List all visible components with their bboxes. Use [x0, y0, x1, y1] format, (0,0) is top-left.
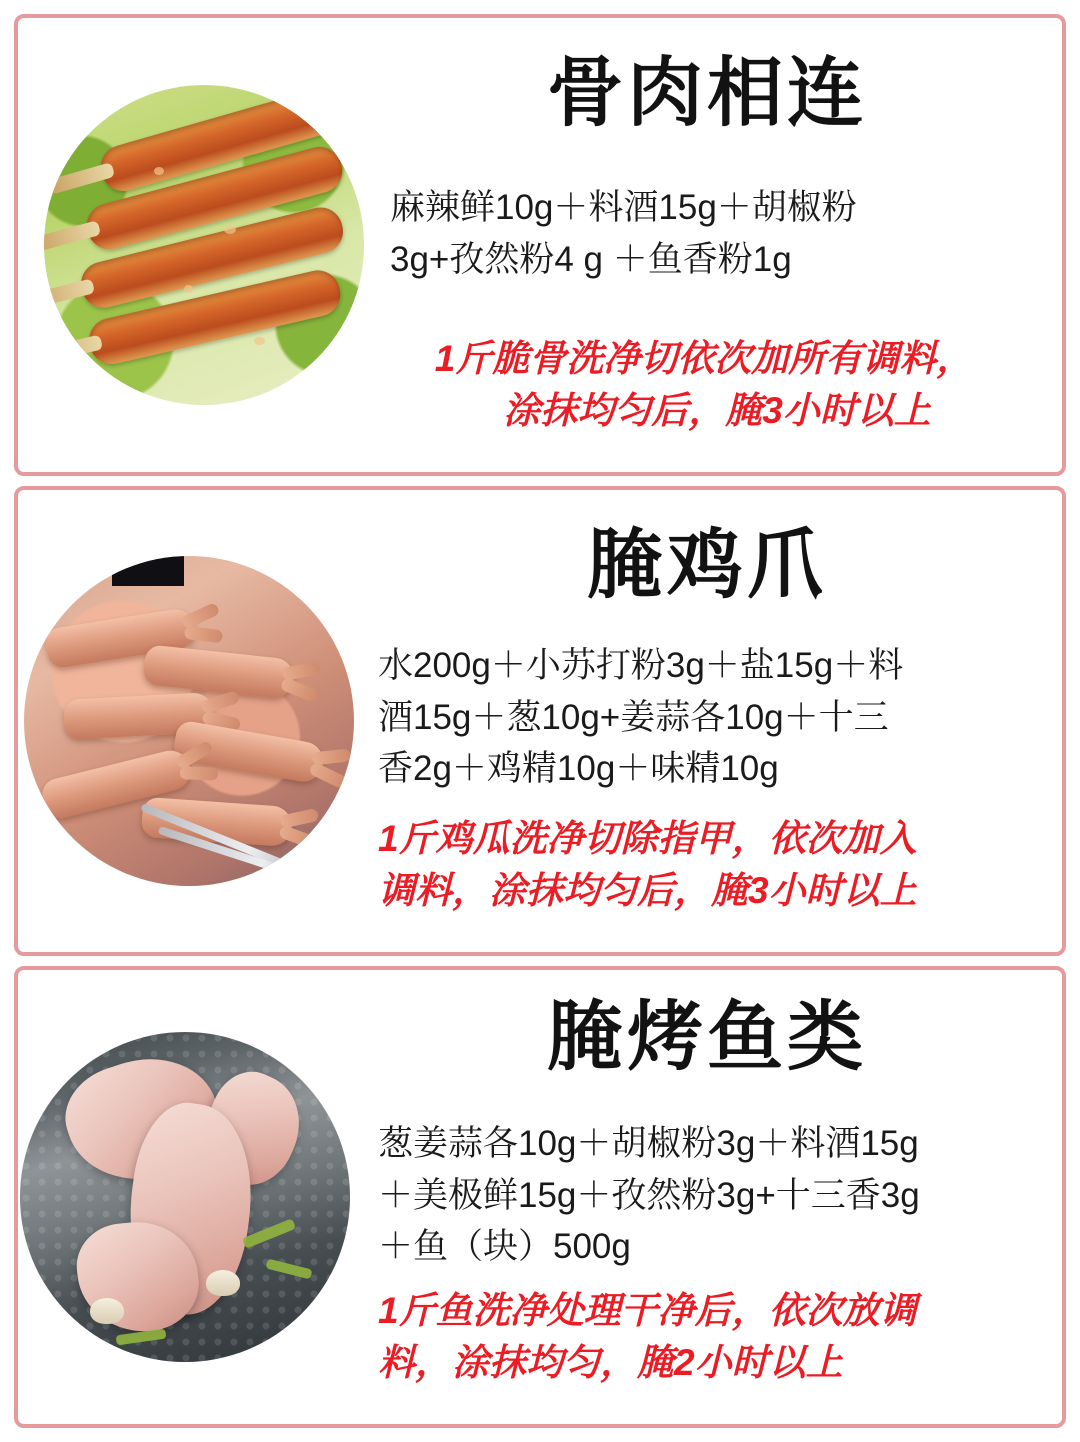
recipe-ingredients-1 [378, 182, 1036, 286]
recipe-steps-1 [378, 333, 1036, 462]
recipe-title: 腌鸡爪 [587, 523, 827, 608]
steps-line: 1斤鱼洗净处理干净后，依次放调 [378, 1289, 917, 1331]
steps-line: 1斤鸡瓜洗净切除指甲，依次加入 [378, 817, 917, 859]
recipe-steps-2 [378, 813, 1036, 942]
recipe-photo-column-1 [18, 18, 378, 472]
recipe-card-1 [14, 14, 1066, 476]
recipe-card-3 [14, 966, 1066, 1428]
ingredients-line: 葱姜蒜各10g＋胡椒粉3g＋料酒15g [378, 1123, 919, 1163]
steps-line: 涂抹均匀后，腌3小时以上 [503, 390, 931, 432]
recipe-title: 骨肉相连 [547, 51, 867, 136]
recipe-photo-column-3 [18, 970, 378, 1424]
steps-line: 料，涂抹均匀，腌2小时以上 [378, 1342, 843, 1384]
recipe-content-2 [378, 490, 1062, 952]
recipe-ingredients-2 [378, 640, 1036, 795]
ingredients-line: 麻辣鲜10g＋料酒15g＋胡椒粉 [390, 187, 857, 227]
marinated-chicken-feet-photo [24, 556, 354, 886]
ingredients-line: 香2g＋鸡精10g＋味精10g [378, 749, 779, 789]
recipe-content-1 [378, 18, 1062, 472]
ingredients-line: ＋鱼（块）500g [378, 1227, 631, 1267]
recipe-card-2 [14, 486, 1066, 956]
recipe-content-3 [378, 970, 1062, 1424]
ingredients-line: ＋美极鲜15g＋孜然粉3g+十三香3g [378, 1175, 920, 1215]
steps-line: 1斤脆骨洗净切依次加所有调料， [434, 337, 974, 379]
ingredients-line: 3g+孜然粉4 g ＋鱼香粉1g [390, 239, 792, 279]
raw-fish-photo [20, 1032, 350, 1362]
grilled-cartilage-skewers-photo [44, 85, 364, 405]
censor-bar [112, 556, 184, 586]
recipe-ingredients-3 [378, 1118, 1036, 1273]
ingredients-line: 水200g＋小苏打粉3g＋盐15g＋料 [378, 645, 904, 685]
recipe-title: 腌烤鱼类 [547, 995, 867, 1080]
recipe-steps-3 [378, 1285, 1036, 1414]
recipe-photo-column-2 [18, 490, 378, 952]
steps-line: 调料，涂抹均匀后，腌3小时以上 [378, 870, 917, 912]
ingredients-line: 酒15g＋葱10g+姜蒜各10g＋十三 [378, 697, 889, 737]
